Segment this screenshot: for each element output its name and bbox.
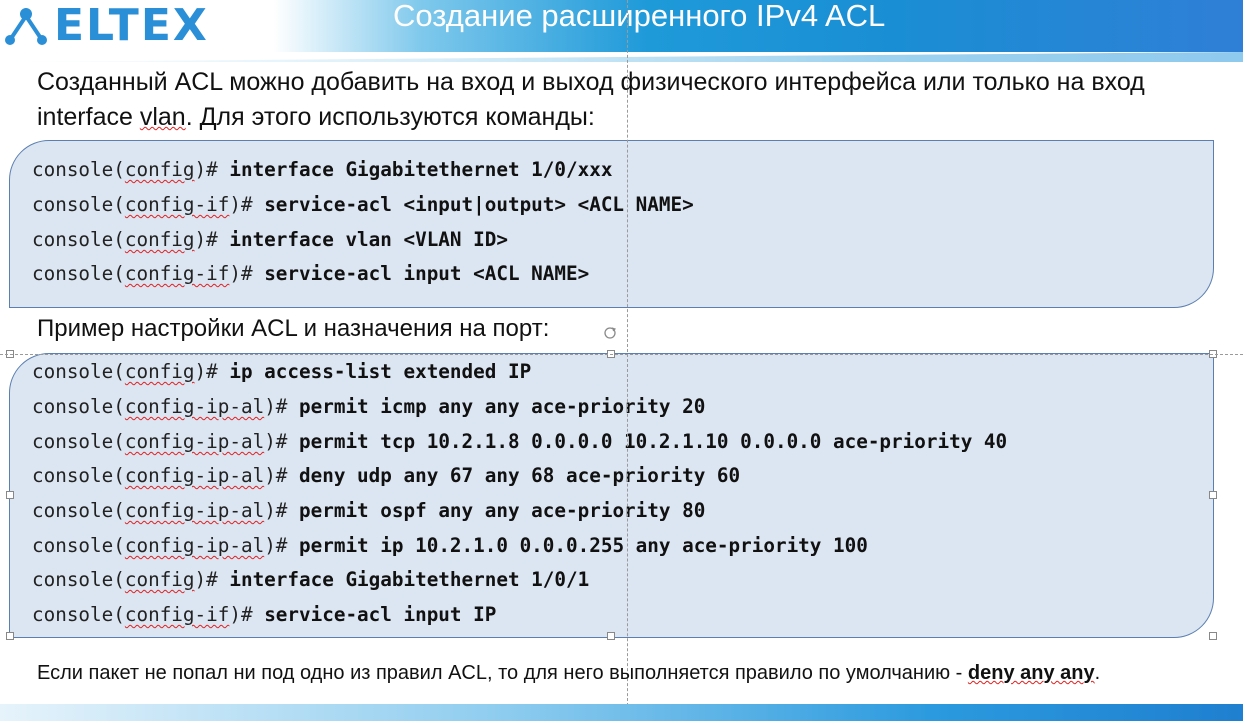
header-accent-band xyxy=(0,52,1243,62)
code-line: console(config)# interface Gigabitethernet 1/0/xxx xyxy=(32,158,613,181)
selection-handle[interactable] xyxy=(1209,491,1217,499)
horizontal-guide-line xyxy=(0,354,1243,355)
intro-text-1: Созданный ACL можно добавить на вход и выход физического интерфейса или только на вход interface xyxy=(37,68,1145,131)
code-line: console(config-if)# service-acl input <ACL NAME> xyxy=(32,262,590,285)
selection-handle[interactable] xyxy=(6,491,14,499)
selection-handle[interactable] xyxy=(1209,632,1217,640)
code-line: console(config-ip-al)# permit ip 10.2.1.0 0.0.0.255 any ace-priority 100 xyxy=(32,534,868,557)
code-line: console(config-if)# service-acl <input|output> <ACL NAME> xyxy=(32,193,694,216)
vertical-guide-line xyxy=(627,0,628,721)
code-line: console(config)# ip access-list extended IP xyxy=(32,360,532,383)
code-line: console(config-if)# service-acl input IP xyxy=(32,603,497,626)
slide-title: Создание расширенного IPv4 ACL xyxy=(393,0,886,33)
code-line: console(config-ip-al)# permit icmp any any ace-priority 20 xyxy=(32,395,706,418)
intro-text-2: . Для этого используются команды: xyxy=(185,103,595,131)
example-heading: Пример настройки ACL и назначения на порт: xyxy=(37,315,550,342)
footer-bold-rule: deny any any xyxy=(967,662,1095,684)
footer-note xyxy=(37,660,1217,687)
code-line: console(config-ip-al)# permit ospf any any ace-priority 80 xyxy=(32,499,706,522)
code-line: console(config-ip-al)# permit tcp 10.2.1.8 0.0.0.0 10.2.1.10 0.0.0.0 ace-priority 40 xyxy=(32,430,1008,453)
footer-text: Если пакет не попал ни под одно из правил ACL, то для него выполняется правило по умолчанию - xyxy=(37,662,968,684)
selection-handle[interactable] xyxy=(607,632,615,640)
bottom-bar xyxy=(0,704,1243,721)
intro-paragraph xyxy=(37,65,1227,135)
intro-vlan-word: vlan xyxy=(139,103,186,131)
rotate-handle-icon[interactable] xyxy=(603,326,617,340)
code-line: console(config)# interface Gigabitethernet 1/0/1 xyxy=(32,568,590,591)
logo-text: ELTEX xyxy=(54,0,209,51)
logo-network-icon xyxy=(4,6,48,46)
selection-handle[interactable] xyxy=(6,632,14,640)
code-line: console(config)# interface vlan <VLAN ID> xyxy=(32,228,508,251)
eltex-logo xyxy=(4,0,209,51)
code-line: console(config-ip-al)# deny udp any 67 any 68 ace-priority 60 xyxy=(32,464,741,487)
footer-end: . xyxy=(1094,662,1101,684)
